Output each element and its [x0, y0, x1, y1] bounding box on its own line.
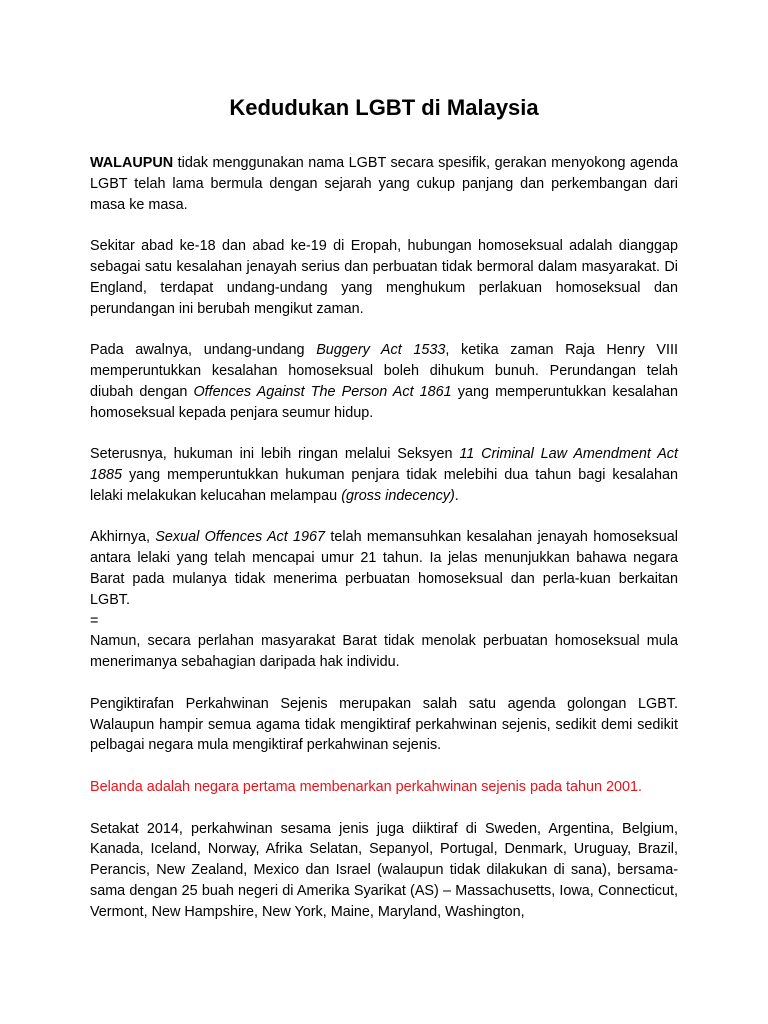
- stray-mark: =: [90, 612, 99, 629]
- term-gross-indecency: (gross indecency): [341, 487, 455, 504]
- paragraph-sexual-offences: [90, 527, 678, 610]
- paragraph-text: .: [454, 487, 459, 504]
- document-body: [90, 153, 678, 943]
- paragraph-text: yang memperuntukkan hukuman penjara tidak melebihi dua tahun bagi kesalahan lelaki melakukan kelucahan melampau: [90, 466, 678, 504]
- paragraph-text: yang memperuntukkan kesalahan homoseksual kepada penjara seumur hidup.: [90, 383, 678, 421]
- paragraph-europe-history: Sekitar abad ke-18 dan abad ke-19 di Eropah, hubungan homoseksual adalah dianggap sebagai satu kesalahan jenayah serius dan perbuatan tidak bermoral dalam masyarakat. Di England, terdapat undang-undang yang menghukum perlakuan homoseksual dan perundangan ini berubah mengikut zaman.: [90, 238, 678, 317]
- paragraph-text: , ketika zaman Raja Henry VIII memperuntukkan kesalahan homoseksual boleh dihukum bunuh. Perundangan telah diubah dengan: [90, 342, 679, 400]
- highlight-netherlands: Belanda adalah negara pertama membenarkan perkahwinan sejenis pada tahun 2001.: [90, 778, 643, 795]
- paragraph-criminal-law: [90, 444, 678, 506]
- act-name-offences: Offences Against The Person Act 1861: [193, 383, 452, 400]
- act-name-buggery: Buggery Act 1533: [316, 342, 446, 359]
- document-title: Kedudukan LGBT di Malaysia: [229, 95, 539, 120]
- paragraph-intro-text: tidak menggunakan nama LGBT secara spesifik, gerakan menyokong agenda LGBT telah lama bermula dengan sejarah yang cukup panjang dan perkembangan dari masa ke masa.: [90, 155, 678, 213]
- paragraph-western-acceptance: Namun, secara perlahan masyarakat Barat tidak menolak perbuatan homoseksual mula menerimanya sebahagian daripada hak individu.: [90, 633, 678, 671]
- paragraph-text: telah memansuhkan kesalahan jenayah homoseksual antara lelaki yang telah mencapai umur 21 tahun. Ia jelas menunjukkan bahawa negara Barat pada mulanya tidak menerima perbuatan homoseksual dan perla-kuan berkaitan LGBT.: [90, 529, 678, 608]
- paragraph-same-sex-recognition: Pengiktirafan Perkahwinan Sejenis merupakan salah satu agenda golongan LGBT. Walaupun hampir semua agama tidak mengiktiraf perkahwinan sejenis, sedikit demi sedikit pelbagai negara mula mengiktiraf perkahwinan sejenis.: [90, 695, 678, 754]
- paragraph-text: Pada awalnya, undang-undang: [90, 342, 317, 359]
- paragraph-countries-2014: Setakat 2014, perkahwinan sesama jenis juga diiktiraf di Sweden, Argentina, Belgium, Kanada, Iceland, Norway, Afrika Selatan, Sepanyol, Portugal, Denmark, Uruguay, Brazil, Perancis, New Zealand, Mexico dan Israel (walaupun tidak dilakukan di sana), bersama-sama dengan 25 buah negeri di Amerika Syarikat (AS) – Massachusetts, Iowa, Connecticut, Vermont, New Hampshire, New York, Maine, Maryland, Washington,: [90, 820, 678, 920]
- paragraph-text: Akhirnya,: [90, 529, 156, 546]
- paragraph-buggery-act: [90, 340, 678, 423]
- paragraph-text: Seterusnya, hukuman ini lebih ringan melalui Seksyen: [90, 446, 460, 463]
- paragraph-intro: [90, 153, 678, 215]
- act-name-criminal-law: 11 Criminal Law Amendment Act 1885: [90, 446, 678, 483]
- lead-word: WALAUPUN: [90, 155, 174, 171]
- act-name-sexual-offences: Sexual Offences Act 1967: [155, 529, 326, 546]
